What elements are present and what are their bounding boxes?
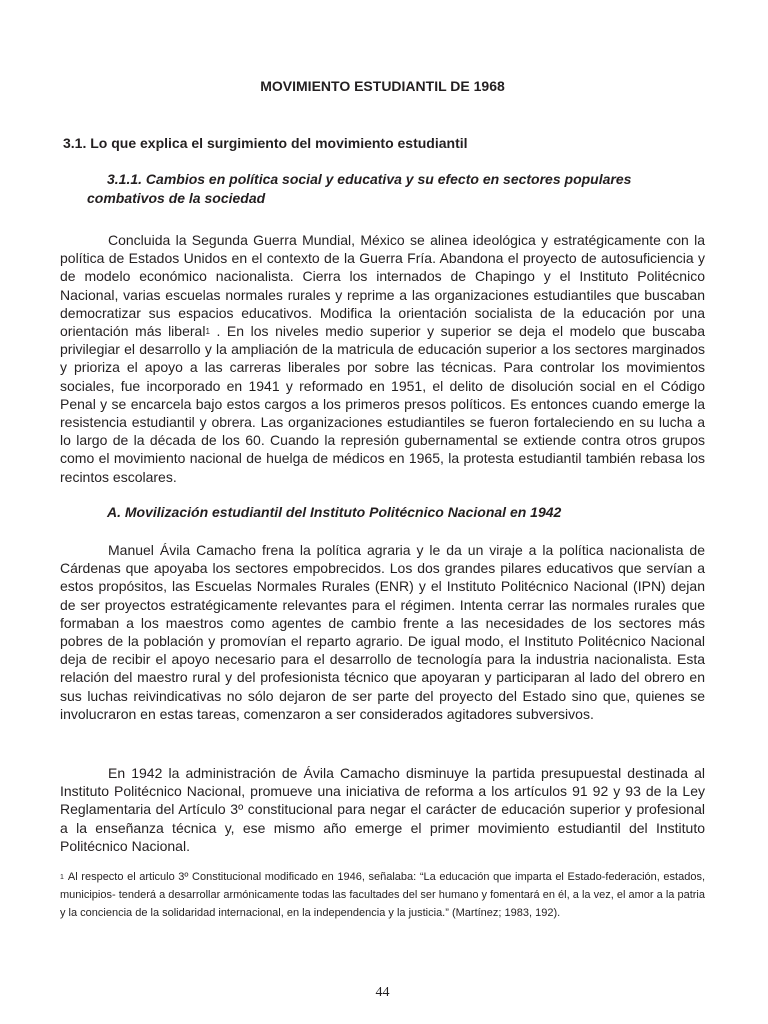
footnote-reference: 1	[205, 327, 210, 337]
footnote	[60, 868, 705, 922]
paragraph-1-text-a: Concluida la Segunda Guerra Mundial, México se alinea ideológica y estratégicamente con la política de Estados Unidos en el contexto de la Guerra Fría. Abandona el proyecto de autosuficiencia y de modelo económico nacionalista. Cierra los internados de Chapingo y el Instituto Politécnico Nacional, varias escuelas normales rurales y reprime a las organizaciones estudiantiles que buscaban democratizar sus espacios educativos. Modifica la orientación socialista de la educación por una orientación más liberal	[60, 232, 705, 340]
subsection-heading: 3.1.1. Cambios en política social y educativa y su efecto en sectores populares combativos de la sociedad	[87, 171, 632, 206]
page-number: 44	[375, 985, 390, 1000]
paragraph-1-text-b: . En los niveles medio superior y superior se deja el modelo que buscaba privilegiar el desarrollo y la ampliación de la matricula de educación superior a los sectores marginados y prioriza el apoyo a las carreras liberales por sobre las técnicas. Para controlar los movimientos sociales, fue incorporado en 1941 y reformado en 1951, el delito de disolución social en el Código Penal y se encarcela bajo estos cargos a los primeros presos políticos. Es entonces cuando emerge la resistencia estudiantil y obrera. Las organizaciones estudiantiles se fueron fortaleciendo en su lucha a lo largo de la década de los 60. Cuando la represión gubernamental se extiende contra otros grupos como el movimiento nacional de huelga de médicos en 1965, la protesta estudiantil también rebasa los recintos escolares.	[60, 323, 705, 485]
paragraph-1	[60, 231, 705, 486]
footnote-text: Al respecto el articulo 3º Constitucional modificado en 1946, señalaba: “La educación que imparta el Estado-federación, estados, municipios- tenderá a desarrollar armónicamente todas las facultades del ser humano y fomentará en él, a la vez, el amor a la patria y la conciencia de la solidaridad internacional, en la independencia y la justicia.” (Martínez; 1983, 192).	[60, 871, 705, 919]
paragraph-3: En 1942 la administración de Ávila Camacho disminuye la partida presupuestal destinada al Instituto Politécnico Nacional, promueve una iniciativa de reforma a los artículos 91 92 y 93 de la Ley Reglamentaria del Artículo 3º constitucional para negar el carácter de educación superior y profesional a la enseñanza técnica y, ese mismo año emerge el primer movimiento estudiantil del Instituto Politécnico Nacional.	[60, 765, 705, 854]
footnote-mark: 1	[60, 874, 64, 881]
heading-a: A. Movilización estudiantil del Instituto Politécnico Nacional en 1942	[107, 504, 562, 520]
paragraph-2: Manuel Ávila Camacho frena la política agraria y le da un viraje a la política nacionalista de Cárdenas que apoyaba los sectores empobrecidos. Los dos grandes pilares educativos que servían a estos propósitos, las Escuelas Normales Rurales (ENR) y el Instituto Politécnico Nacional (IPN) dejan de ser proyectos estratégicamente relevantes para el régimen. Intenta cerrar las normales rurales que formaban a los maestros como agentes de cambio frente a las necesidades de los sectores más pobres de la población y promovían el reparto agrario. De igual modo, el Instituto Politécnico Nacional deja de recibir el apoyo necesario para el desarrollo de tecnología para la industria nacionalista. Esta relación del maestro rural y del profesionista técnico que apoyaran y participaran al lado del obrero en sus luchas reivindicativas no sólo dejaron de ser parte del proyecto del Estado sino que, quienes se involucraron en estas tareas, comenzaron a ser considerados agitadores subversivos.	[60, 542, 705, 722]
page-title: MOVIMIENTO ESTUDIANTIL DE 1968	[260, 78, 505, 94]
document-page	[60, 0, 705, 1024]
section-heading: 3.1. Lo que explica el surgimiento del movimiento estudiantil	[63, 135, 468, 151]
